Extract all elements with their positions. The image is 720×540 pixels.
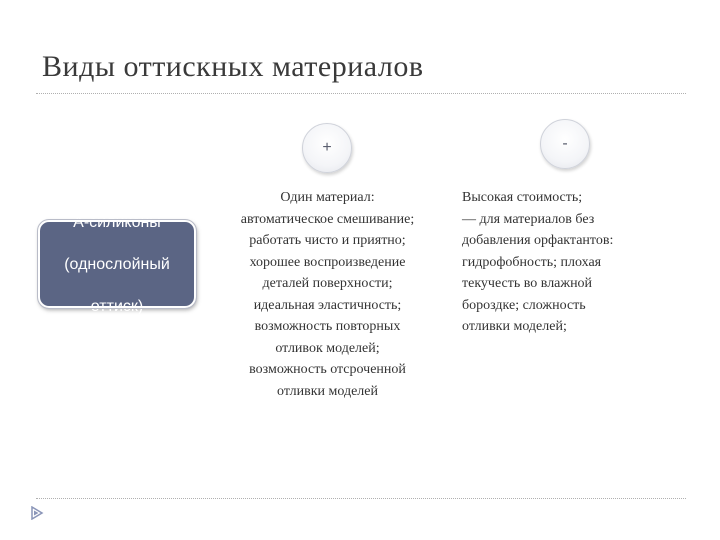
material-box-text bbox=[64, 191, 170, 338]
advantage-line: отливок моделей; bbox=[275, 340, 380, 356]
advantage-line: работать чисто и приятно; bbox=[249, 233, 406, 248]
disadvantage-line: текучесть во влажной bbox=[462, 276, 593, 291]
advantage-line: хорошее воспроизведение bbox=[249, 254, 406, 270]
material-line: (однослойный bbox=[64, 255, 170, 273]
advantage-line: возможность повторных bbox=[254, 319, 401, 334]
triangle-marker-icon bbox=[30, 506, 44, 520]
footer-divider bbox=[36, 498, 686, 499]
disadvantage-line: — для материалов без bbox=[462, 211, 595, 227]
plus-circle bbox=[302, 123, 352, 173]
advantage-line: деталей поверхности; bbox=[262, 276, 393, 291]
page-title: Виды оттискных материалов bbox=[42, 50, 424, 83]
material-box bbox=[38, 213, 196, 315]
advantage-line: возможность отсроченной bbox=[249, 362, 406, 377]
disadvantages-text bbox=[462, 187, 692, 338]
disadvantage-line: Высокая стоимость; bbox=[462, 190, 583, 205]
disadvantage-line: добавления орфактантов: bbox=[462, 233, 614, 248]
minus-circle bbox=[540, 119, 590, 169]
disadvantage-line: гидрофобность; плохая bbox=[462, 254, 602, 270]
title-divider bbox=[36, 93, 686, 94]
minus-symbol: - bbox=[562, 135, 568, 152]
material-line: А-силиконы bbox=[73, 213, 161, 231]
advantage-line: Один материал: bbox=[280, 190, 375, 205]
disadvantage-line: отливки моделей; bbox=[462, 319, 567, 334]
disadvantage-line: бороздке; сложность bbox=[462, 297, 586, 313]
plus-symbol: + bbox=[322, 139, 332, 156]
advantage-line: идеальная эластичность; bbox=[253, 297, 402, 313]
material-line: оттиск) bbox=[90, 297, 144, 315]
advantage-line: отливки моделей bbox=[277, 383, 378, 399]
advantage-line: автоматическое смешивание; bbox=[240, 211, 415, 227]
advantages-text bbox=[195, 187, 460, 402]
